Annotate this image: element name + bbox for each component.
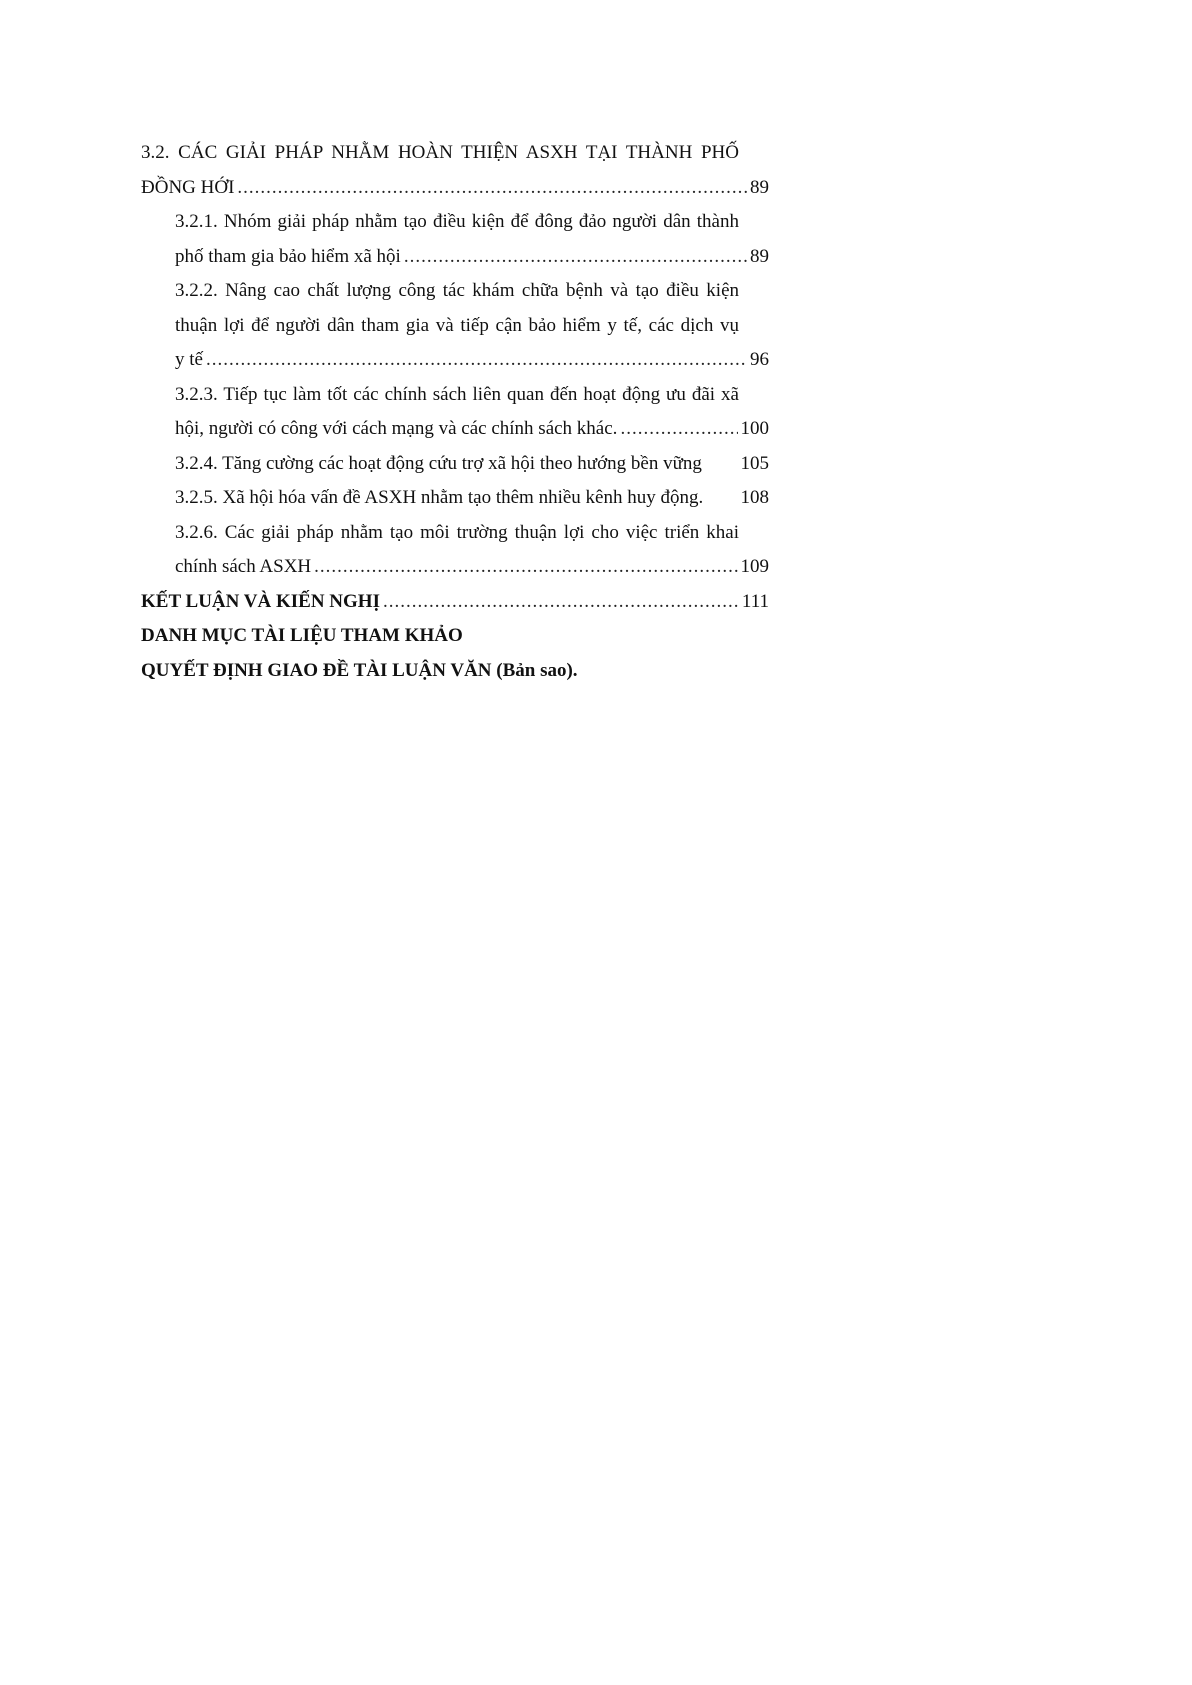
toc-entry-3-2-text: ĐỒNG HỚI <box>141 176 235 198</box>
toc-entry-3-2-3-line-1: 3.2.3. Tiếp tục làm tốt các chính sách liên quan đến hoạt động ưu đãi xã <box>175 383 739 405</box>
toc-leader-dots <box>206 343 747 378</box>
toc-page-number: 100 <box>740 418 769 439</box>
toc-entry-conclusion <box>141 585 769 620</box>
toc-entry-3-2-2-text: y tế <box>175 349 203 370</box>
toc-entry-3-2-5-text: 3.2.5. Xã hội hóa vấn đề ASXH nhằm tạo thêm nhiều kênh huy động. <box>175 487 704 508</box>
toc-page-number: 108 <box>740 487 769 508</box>
toc-entry-3-2-4-text: 3.2.4. Tăng cường các hoạt động cứu trợ xã hội theo hướng bền vững <box>175 452 702 474</box>
toc-entry-3-2-1-text: phố tham gia bảo hiểm xã hội <box>175 245 401 267</box>
toc-entry-3-2-line-1: 3.2. CÁC GIẢI PHÁP NHẰM HOÀN THIỆN ASXH TẠI THÀNH PHỐ <box>141 142 739 163</box>
toc-entry-3-2-2-line-2: thuận lợi để người dân tham gia và tiếp cận bảo hiểm y tế, các dịch vụ <box>175 314 739 336</box>
toc-entry-3-2-6-text: chính sách ASXH <box>175 556 312 577</box>
toc-entry-references: DANH MỤC TÀI LIỆU THAM KHẢO <box>141 625 463 646</box>
toc-leader-dots <box>314 550 737 585</box>
toc-entry-3-2-3-text: hội, người có công với cách mạng và các chính sách khác. <box>175 418 618 439</box>
toc-page-number: 111 <box>741 590 769 612</box>
toc-page-number: 109 <box>740 556 769 577</box>
toc-leader-dots <box>383 585 739 620</box>
toc-leader-dots <box>237 171 747 206</box>
toc-entry-3-2-1-line-1: 3.2.1. Nhóm giải pháp nhằm tạo điều kiện để đông đảo người dân thành <box>175 211 739 232</box>
toc-page-number: 96 <box>750 349 769 370</box>
toc-entry-3-2-4 <box>141 447 769 482</box>
toc-leader-dots <box>404 240 747 275</box>
toc-entry-3-2-2-line-3 <box>141 343 769 378</box>
toc-entry-3-2-6-line-1: 3.2.6. Các giải pháp nhằm tạo môi trường thuận lợi cho việc triển khai <box>175 521 739 543</box>
toc-page-number: 89 <box>750 176 769 198</box>
toc-entry-3-2-5 <box>141 481 769 516</box>
toc-entry-3-2-6-line-2 <box>141 550 769 585</box>
toc-page-number: 105 <box>740 452 769 474</box>
toc-page-number: 89 <box>750 245 769 267</box>
toc-entry-decision: QUYẾT ĐỊNH GIAO ĐỀ TÀI LUẬN VĂN (Bản sao). <box>141 659 578 681</box>
toc-leader-dots <box>620 412 737 447</box>
toc-entry-3-2-3-line-2 <box>141 412 769 447</box>
toc-entry-3-2-line-2 <box>141 171 769 206</box>
toc-entry-3-2-1-line-2 <box>141 240 769 275</box>
toc-entry-conclusion-text: KẾT LUẬN VÀ KIẾN NGHỊ <box>141 590 380 612</box>
toc-entry-3-2-2-line-1: 3.2.2. Nâng cao chất lượng công tác khám chữa bệnh và tạo điều kiện <box>175 280 739 301</box>
table-of-contents <box>141 136 769 688</box>
